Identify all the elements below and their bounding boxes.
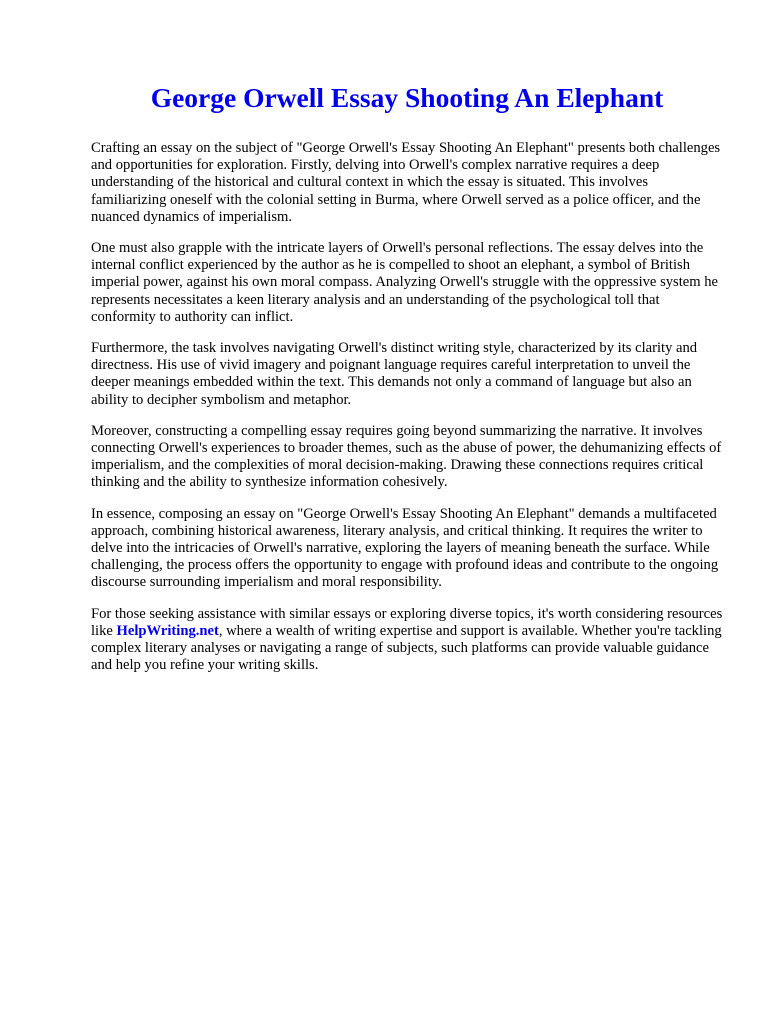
paragraph-4: Moreover, constructing a compelling essay requires going beyond summarizing the narrative. It involves connecting Orwell's experiences to broader themes, such as the abuse of power, the dehumanizing effects of imperialism, and the complexities of moral decision-making. Drawing these connections requires critical thinking and the ability to synthesize information cohesively. <box>91 422 722 491</box>
closing-paragraph <box>91 606 725 675</box>
closing-text-before-link: For those seeking assistance with similar essays or exploring diverse topics, it's worth considering resources like <box>91 605 723 639</box>
paragraph-2: One must also grapple with the intricate layers of Orwell's personal reflections. The essay delves into the internal conflict experienced by the author as he is compelled to shoot an elephant, a symbol of British imperial power, against his own moral compass. Analyzing Orwell's struggle with the oppressive system he represents necessitates a keen literary analysis and an understanding of the psychological toll that conformity to authority can inflict. <box>91 240 719 325</box>
paragraph-5: In essence, composing an essay on "George Orwell's Essay Shooting An Elephant" demands a multifaceted approach, combining historical awareness, literary analysis, and critical thinking. It requires the writer to delve into the intricacies of Orwell's narrative, exploring the layers of meaning beneath the surface. While challenging, the process offers the opportunity to engage with profound ideas and contribute to the ongoing discourse surrounding imperialism and moral responsibility. <box>91 505 719 591</box>
paragraph-1: Crafting an essay on the subject of "George Orwell's Essay Shooting An Elephant" presents both challenges and opportunities for exploration. Firstly, delving into Orwell's complex narrative requires a deep understanding of the historical and cultural context in which the essay is situated. This involves familiarizing oneself with the colonial setting in Burma, where Orwell served as a police officer, and the nuanced dynamics of imperialism. <box>91 140 721 225</box>
page-title: George Orwell Essay Shooting An Elephant <box>150 82 664 113</box>
helpwriting-link[interactable]: HelpWriting.net <box>116 622 219 639</box>
closing-text-after-link: , where a wealth of writing expertise and support is available. Whether you're tackling complex literary analyses or navigating a range of subjects, such platforms can provide valuable guidance and help you refine your writing skills. <box>91 622 722 674</box>
paragraph-3: Furthermore, the task involves navigating Orwell's distinct writing style, characterized by its clarity and directness. His use of vivid imagery and poignant language requires careful interpretation to unveil the deeper meanings embedded within the text. This demands not only a command of language but also an ability to decipher symbolism and metaphor. <box>91 340 698 408</box>
